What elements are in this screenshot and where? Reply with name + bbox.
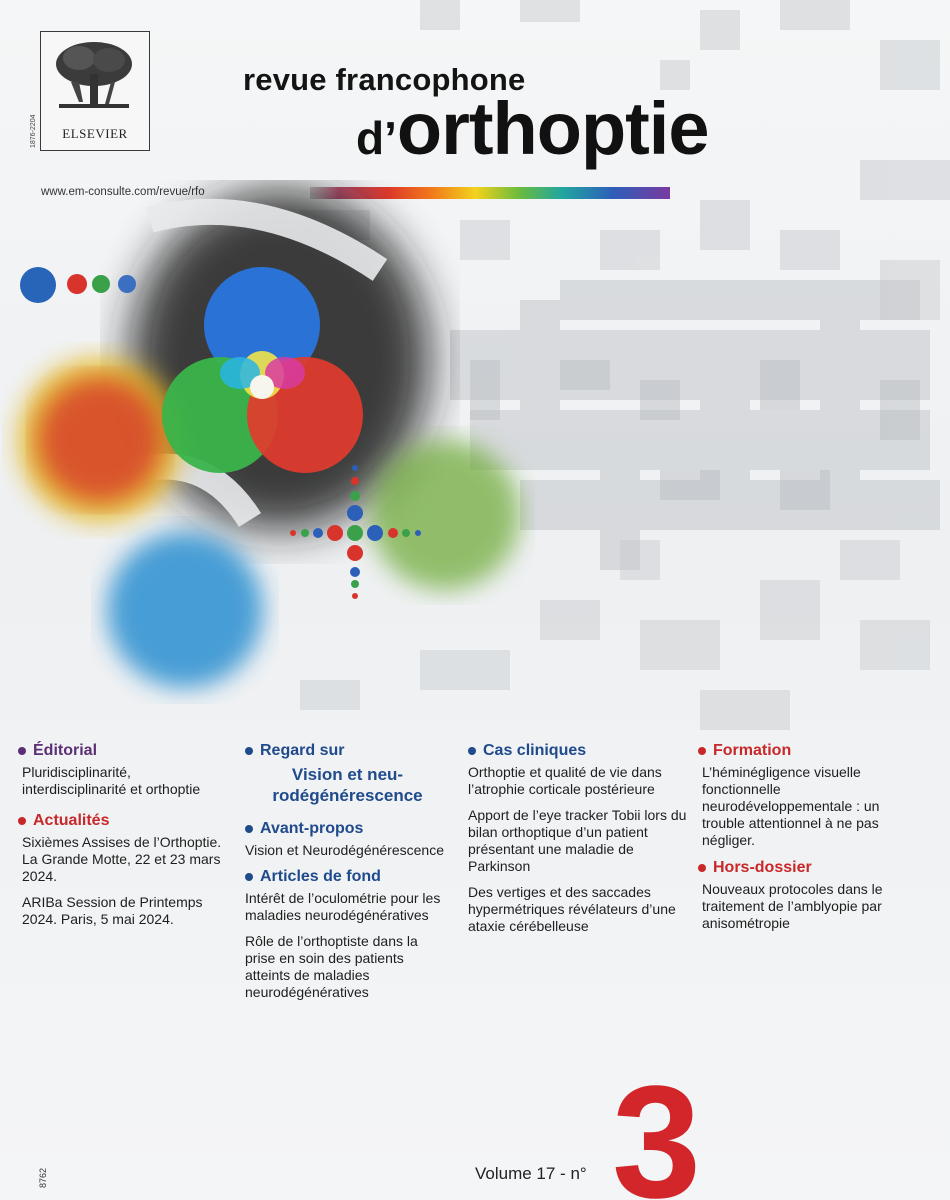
contents-item: Nouveaux protocoles dans le traitement de l’amblyopie par anisométropie [702,881,883,931]
volume-label: Volume 17 - n° [475,1164,587,1183]
journal-title-main: orthoptie [396,87,709,170]
contents-item: ARIBa Session de Printemps 2024. Paris, 5 mai 2024. [22,894,203,927]
contents-column-2 [245,742,450,1010]
contents-column-4 [698,742,908,941]
feature-title: Vision et neu-rodégénérescence [272,765,423,805]
bullet-icon [698,747,706,755]
contents-item: Rôle de l’orthoptiste dans la prise en soin des patients atteints de maladies neurodégénératives [245,933,418,1000]
section-heading: Regard sur [260,742,345,759]
section-heading: Articles de fond [260,868,381,885]
contents-item: Des vertiges et des saccades hypermétriques révélateurs d’une ataxie cérébelleuse [468,884,676,934]
section-formation [698,742,908,760]
bullet-icon [18,747,26,755]
cover-illustration [0,180,560,710]
contents-item: Apport de l’eye tracker Tobii lors du bilan orthoptique d’un patient présentant une maladie de Parkinson [468,807,687,874]
section-heading: Hors-dossier [713,859,812,876]
contents-item: Orthoptie et qualité de vie dans l’atrophie corticale postérieure [468,764,662,797]
section-articles-de-fond [245,868,450,886]
bullet-icon [18,817,26,825]
bullet-icon [245,825,253,833]
section-editorial [18,742,233,760]
section-regard-sur [245,742,450,760]
section-cas-cliniques [468,742,688,760]
section-heading: Actualités [33,812,110,829]
contents-item: Intérêt de l’oculométrie pour les maladies neurodégénératives [245,890,441,923]
publisher-logo [40,31,150,151]
issn: 1876-2204 [30,114,37,148]
contents-column-3 [468,742,688,944]
section-heading: Cas cliniques [483,742,587,759]
section-heading: Éditorial [33,742,98,759]
publisher-name: ELSEVIER [62,126,128,141]
bullet-icon [468,747,476,755]
bullet-icon [245,873,253,881]
section-avant-propos [245,820,450,838]
contents-item: Pluridisciplinarité, interdisciplinarité et orthoptie [22,764,201,797]
section-hors-dossier [698,859,908,877]
elsevier-tree-logo-icon [51,38,137,116]
journal-title-line1: revue francophone [243,62,526,97]
contents-item: Sixièmes Assises de l’Orthoptie. La Grande Motte, 22 et 23 mars 2024. [22,834,222,884]
issue-number: 3 [612,1052,701,1200]
journal-title [356,87,709,170]
section-heading: Formation [713,742,792,759]
contents-item: L’héminégligence visuelle fonctionnelle neurodéveloppementale : un trouble attentionnel à ne pas négliger. [702,764,880,848]
section-heading: Avant-propos [260,820,364,837]
section-actualites [18,812,233,830]
bullet-icon [245,747,253,755]
bullet-icon [698,864,706,872]
contents-column-1 [18,742,233,937]
journal-title-prefix: d’ [356,112,397,164]
journal-url: www.em-consulte.com/revue/rfo [41,186,205,198]
contents-item: Vision et Neurodégénérescence [245,842,444,858]
cover-code: 8762 [38,1167,48,1188]
